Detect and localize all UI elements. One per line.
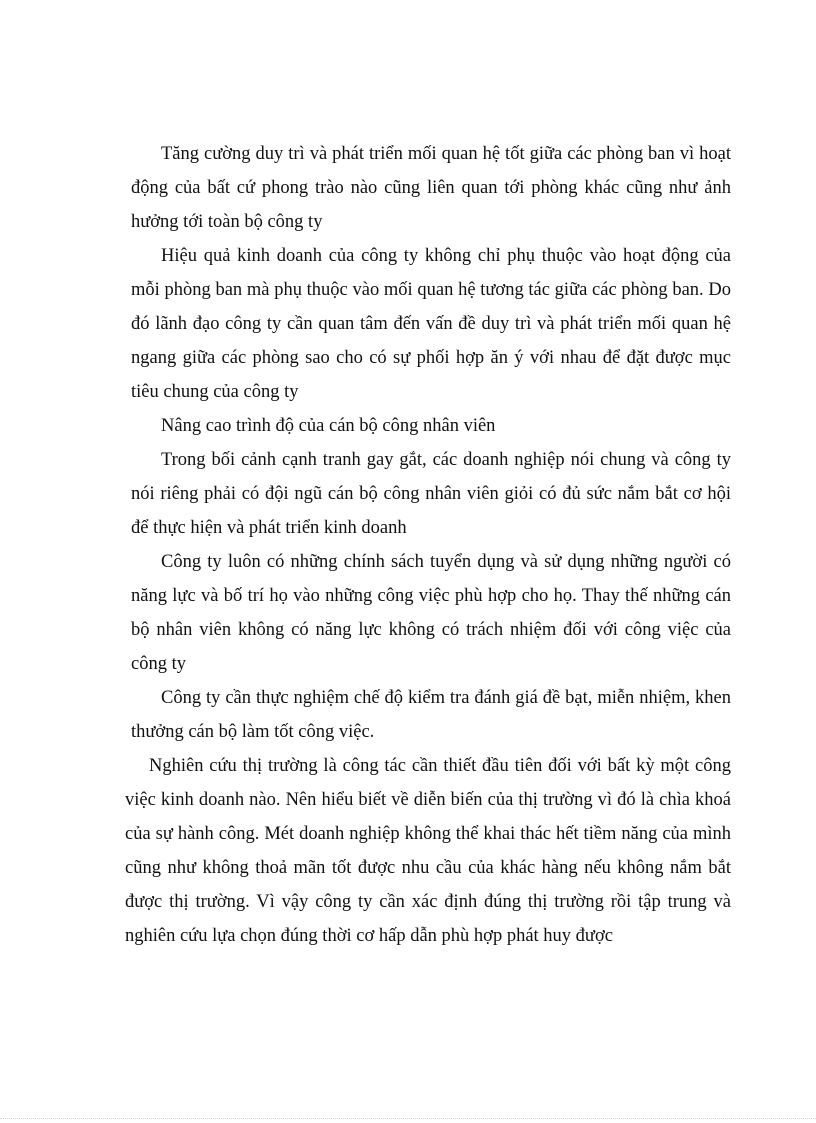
document-body [125, 137, 731, 953]
paragraph-6: Công ty cần thực nghiệm chế độ kiểm tra đánh giá đề bạt, miễn nhiệm, khen thưởng cán bộ làm tốt công việc. [131, 688, 731, 742]
page-bottom-border [0, 1118, 816, 1119]
paragraph-2: Hiệu quả kinh doanh của công ty không chỉ phụ thuộc vào hoạt động của mỗi phòng ban mà phụ thuộc vào mối quan hệ tương tác giữa các phòng ban. Do đó lãnh đạo công ty cần quan tâm đến vấn đề duy trì và phát triển mối quan hệ ngang giữa các phòng sao cho có sự phối hợp ăn ý với nhau để đặt được mục tiêu chung của công ty [131, 246, 731, 402]
paragraph-3: Nâng cao trình độ của cán bộ công nhân viên [161, 416, 496, 436]
paragraph-4: Trong bối cảnh cạnh tranh gay gắt, các doanh nghiệp nói chung và công ty nói riêng phải có đội ngũ cán bộ công nhân viên giỏi có đủ sức nắm bắt cơ hội để thực hiện và phát triển kinh doanh [131, 450, 731, 538]
paragraph-1: Tăng cường duy trì và phát triển mối quan hệ tốt giữa các phòng ban vì hoạt động của bất cứ phong trào nào cũng liên quan tới phòng khác cũng như ảnh hưởng tới toàn bộ công ty [131, 144, 731, 232]
paragraph-7: Nghiên cứu thị trường là công tác cần thiết đầu tiên đối với bất kỳ một công việc kinh doanh nào. Nên hiểu biết về diễn biến của thị trường vì đó là chìa khoá của sự hành công. Mét doanh nghiệp không thể khai thác hết tiềm năng của mình cũng như không thoả mãn tốt được nhu cầu của khác hàng nếu không nắm bắt được thị trường. Vì vậy công ty cần xác định đúng thị trường rồi tập trung và nghiên cứu lựa chọn đúng thời cơ hấp dẫn phù hợp phát huy được [125, 756, 731, 946]
paragraph-5: Công ty luôn có những chính sách tuyển dụng và sử dụng những người có năng lực và bố trí họ vào những công việc phù hợp cho họ. Thay thế những cán bộ nhân viên không có năng lực không có trách nhiệm đối với công việc của công ty [131, 552, 731, 674]
